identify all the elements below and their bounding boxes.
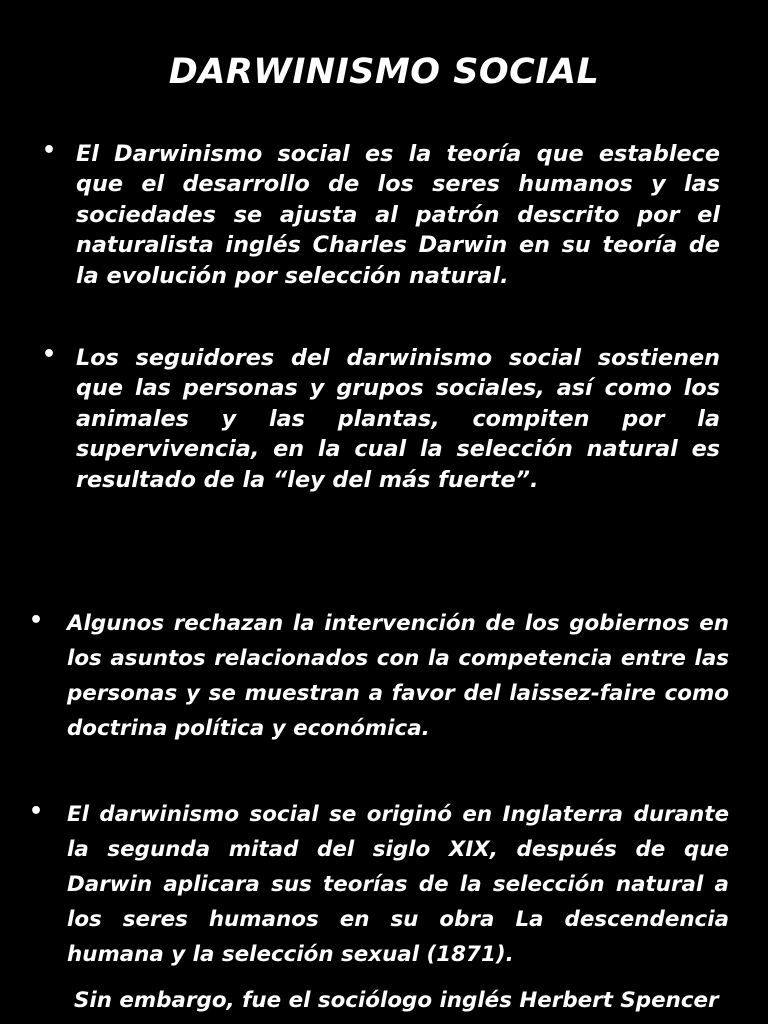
bullet-marker: • <box>29 608 44 633</box>
bullet-marker: • <box>42 138 57 163</box>
bullet-text-2: Los seguidores del darwinismo social sostienen que las personas y grupos sociales, así como los animales y las plantas, compiten por la supervivencia, en la cual la selección natural es resultado de la “ley del más fuerte”. <box>76 345 720 493</box>
slide-title: DARWINISMO SOCIAL <box>168 52 600 92</box>
bullet-marker: • <box>42 342 57 367</box>
bullet-item-3 <box>29 606 729 746</box>
bullet-text-3: Algunos rechazan la intervención de los gobiernos en los asuntos relacionados con la competencia entre las personas y se muestran a favor del laissez-faire como doctrina política y económica. <box>67 611 729 741</box>
bullet-text-1: El Darwinismo social es la teoría que establece que el desarrollo de los seres humanos y las sociedades se ajusta al patrón descrito por el naturalista inglés Charles Darwin en su teoría de la evolución por selección natural. <box>76 141 720 289</box>
bullet-item-2 <box>42 342 720 495</box>
continuation-text: Sin embargo, fue el sociólogo inglés Herbert Spencer <box>74 988 719 1013</box>
bullet-text-4: El darwinismo social se originó en Inglaterra durante la segunda mitad del siglo XIX, después de que Darwin aplicara sus teorías de la selección natural a los seres humanos en su obra La descendencia humana y la selección sexual (1871). <box>67 802 729 967</box>
bullet-marker: • <box>29 799 44 824</box>
bullet-item-4 <box>29 797 729 972</box>
bullet-item-1 <box>42 138 720 291</box>
